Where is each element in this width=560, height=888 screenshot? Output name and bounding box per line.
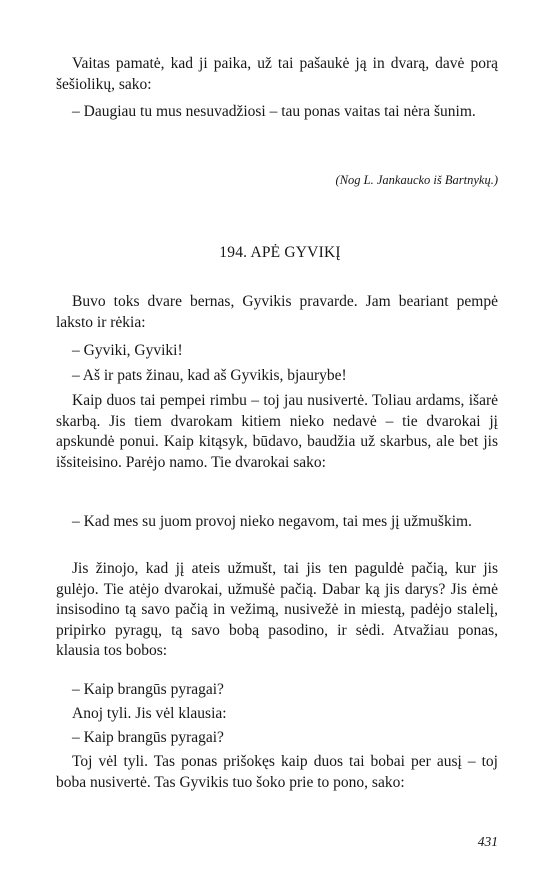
- paragraph: Toj vėl tyli. Tas ponas prišokęs kaip duos tai bobai per ausį – toj boba nusivertė. Tas Gyvikis tuo šoko prie to pono, sako:: [56, 753, 498, 791]
- dialogue-line: – Kaip brangūs pyragai?: [72, 729, 224, 746]
- paragraph: Jis žinojo, kad jį ateis užmušt, tai jis ten paguldė pačią, kur jis gulėjo. Tie atėjo dvarokai, užmušė pačią. Dabar ką jis darys? Jis ėmė insisodino tą savo pačią in vežimą, nusivežė in miestą, padėjo stalelį, pripirko pyragų, tą savo bobą pasodino, ir sėdi. Atvažiau ponas, klausia tos bobos:: [56, 560, 498, 660]
- dialogue-line: – Kaip brangūs pyragai?: [72, 681, 224, 698]
- story-heading: 194. APĖ GYVIKĮ: [219, 244, 341, 261]
- source-attribution: (Nog L. Jankaucko iš Bartnykų.): [335, 173, 498, 187]
- dialogue-line: – Kad mes su juom provoj nieko negavom, tai mes jį užmuškim.: [72, 513, 472, 530]
- dialogue-line: – Aš ir pats žinau, kad aš Gyvikis, bjaurybe!: [72, 367, 347, 384]
- page-number: 431: [477, 834, 498, 849]
- dialogue-line: – Gyviki, Gyviki!: [72, 342, 183, 359]
- paragraph: Anoj tyli. Jis vėl klausia:: [72, 705, 227, 722]
- paragraph: Vaitas pamatė, kad ji paika, už tai pašaukė ją in dvarą, davė porą šešiolikų, sako:: [56, 55, 498, 93]
- dialogue-line: – Daugiau tu mus nesuvadžiosi – tau ponas vaitas tai nėra šunim.: [72, 103, 476, 120]
- paragraph: Buvo toks dvare bernas, Gyvikis pravarde. Jam beariant pempė laksto ir rėkia:: [56, 293, 498, 331]
- paragraph: Kaip duos tai pempei rimbu – toj jau nusivertė. Toliau ardams, išarė skarbą. Jis tiem dvarokam kitiem nieko nedavė – tie dvarokai jį apskundė ponui. Kaip kitąsyk, būdavo, baudžia už skarbus, ale bet jis išsiteisino. Parėjo namo. Tie dvarokai sako:: [56, 392, 498, 471]
